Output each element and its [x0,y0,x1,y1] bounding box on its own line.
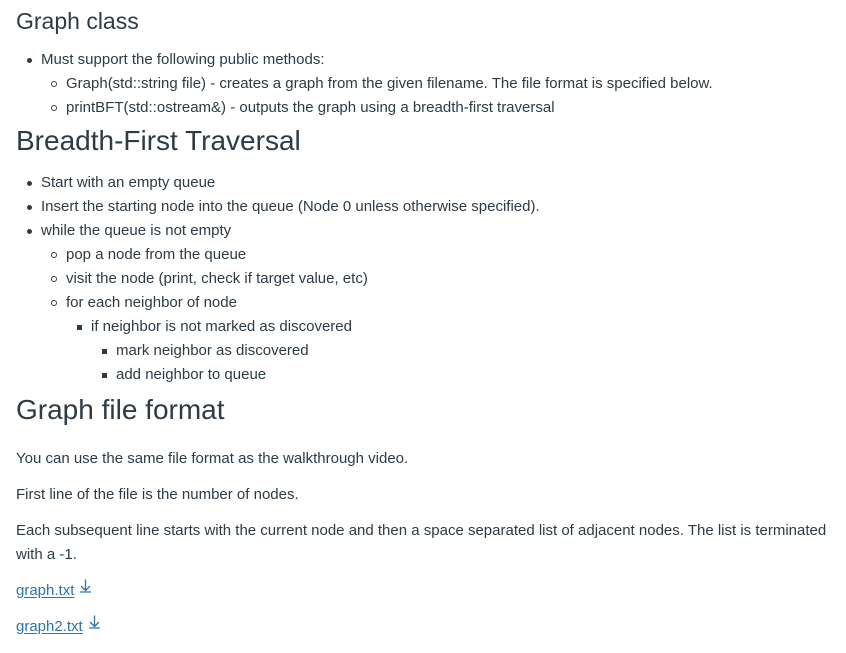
list-item [66,315,836,387]
list-item: Insert the starting node into the queue (Node 0 unless otherwise specified). [16,195,836,219]
neighbor-actions-list [91,339,836,387]
link-paragraph [16,615,836,639]
methods-list [41,72,836,120]
list-item [16,48,836,120]
list-item: Start with an empty queue [16,171,836,195]
graph-class-heading: Graph class [16,8,139,34]
list-item: printBFT(std::ostream&) - outputs the graph using a breadth-first traversal [41,96,836,120]
list-item: Graph(std::string file) - creates a graph from the given filename. The file format is specified below. [41,72,836,96]
bft-steps-list [16,171,836,387]
graph-txt-link[interactable]: graph.txt [16,581,75,599]
format-paragraph: You can use the same file format as the walkthrough video. [16,449,409,467]
download-icon[interactable] [79,577,92,601]
bft-heading: Breadth-First Traversal [16,124,301,156]
page-content [16,0,836,639]
while-steps-list [41,243,836,387]
list-item: pop a node from the queue [41,243,836,267]
list-item: add neighbor to queue [91,363,836,387]
list-item: visit the node (print, check if target value, etc) [41,267,836,291]
format-paragraph: First line of the file is the number of nodes. [16,485,299,503]
file-format-heading: Graph file format [16,394,225,426]
list-item-text: for each neighbor of node [66,294,237,312]
neighbor-list [66,315,836,387]
list-item: mark neighbor as discovered [91,339,836,363]
list-item-text: while the queue is not empty [41,222,232,240]
list-item-text: Must support the following public methods: [41,50,325,68]
graph2-txt-link[interactable]: graph2.txt [16,617,83,635]
list-item [16,219,836,387]
link-paragraph [16,579,836,603]
list-item [41,291,836,387]
format-paragraph: Each subsequent line starts with the current node and then a space separated list of adjacent nodes. The list is terminated with a -1. [16,521,827,563]
download-icon[interactable] [88,613,101,637]
graph-class-list [16,48,836,120]
list-item-text: if neighbor is not marked as discovered [91,318,352,336]
